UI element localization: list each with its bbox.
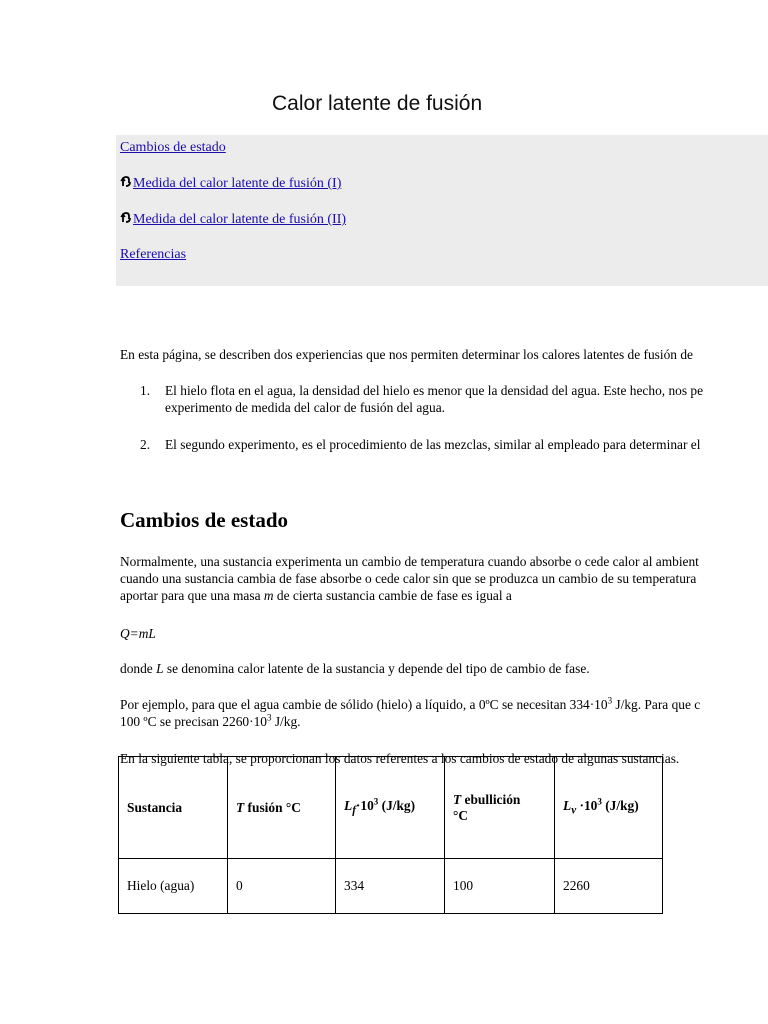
text: donde — [120, 661, 157, 676]
list-text: El segundo experimento, es el procedimiento de las mezclas, similar al empleado para determinar el — [165, 437, 701, 452]
variable-m: m — [263, 588, 274, 603]
text-line: de cierta sustancia cambie de fase es igual a — [273, 588, 512, 603]
section-paragraph — [120, 553, 699, 604]
list-text: El hielo flota en el agua, la densidad del hielo es menor que la densidad del agua. Este hecho, nos pe — [165, 383, 704, 398]
section-heading: Cambios de estado — [120, 508, 289, 532]
section-paragraph: En la siguiente tabla, se proporcionan los datos referentes a los cambios de estado de algunas sustancias. — [120, 751, 680, 766]
header-lv: $L_v \cdot 10^3$ (J/kg) — [555, 757, 663, 859]
table-cell: 2260 — [555, 859, 663, 914]
table-row — [119, 859, 663, 914]
formula — [120, 625, 156, 642]
text-line: aportar para que una masa — [120, 588, 264, 603]
toc-link-cambios-de-estado[interactable]: Cambios de estado — [120, 140, 226, 155]
applet-icon — [120, 176, 132, 188]
text: Por ejemplo, para que el agua cambie de sólido (hielo) a líquido, a 0ºC se necesitan 334·10 — [120, 697, 608, 712]
header-lf: $L_f\cdot 10^3$ (J/kg) — [336, 757, 445, 859]
toc-link-medida-i[interactable] — [120, 176, 341, 192]
text: 100 ºC se precisan 2260·10 — [120, 714, 267, 729]
variable-l: L — [156, 661, 164, 676]
table-cell: 0 — [228, 859, 336, 914]
applet-icon — [120, 212, 132, 224]
toc-link-label: Medida del calor latente de fusión (I) — [133, 176, 342, 191]
text: J/kg. — [271, 714, 301, 729]
text: J/kg. Para que c — [612, 697, 701, 712]
table-cell: 100 — [445, 859, 555, 914]
table-header-row — [119, 757, 663, 859]
page-title: Calor latente de fusión — [272, 92, 483, 115]
table-of-contents — [116, 135, 768, 286]
intro-paragraph: En esta página, se describen dos experiencias que nos permiten determinar los calores latentes de fusión de — [120, 347, 693, 362]
section-paragraph — [120, 660, 590, 677]
superscript: 3 — [607, 695, 613, 706]
section-paragraph — [120, 696, 700, 730]
superscript: 3 — [266, 712, 272, 723]
table-cell: Hielo (agua) — [119, 859, 228, 914]
text-line: cuando una sustancia cambia de fase absorbe o cede calor sin que se produzca un cambio de su temperatura — [120, 571, 697, 586]
toc-link-label: Medida del calor latente de fusión (II) — [133, 212, 347, 227]
list-number: 1. — [140, 383, 151, 398]
header-t-fusion: T fusión °C — [228, 757, 336, 859]
header-sustancia: Sustancia — [119, 757, 228, 859]
list-item — [140, 382, 704, 415]
toc-link-referencias[interactable]: Referencias — [120, 247, 187, 262]
list-item — [140, 436, 701, 453]
toc-link-medida-ii[interactable] — [120, 212, 346, 228]
list-number: 2. — [140, 437, 151, 452]
text-line: Normalmente, una sustancia experimenta un cambio de temperatura cuando absorbe o cede calor al ambient — [120, 554, 699, 569]
header-t-ebullicion: T ebullición °C — [445, 757, 555, 859]
text: se denomina calor latente de la sustancia y depende del tipo de cambio de fase. — [163, 661, 590, 676]
table-cell: 334 — [336, 859, 445, 914]
formula-text: Q=mL — [120, 626, 156, 641]
phase-change-table — [118, 756, 663, 914]
list-text: experimento de medida del calor de fusión del agua. — [165, 400, 445, 415]
